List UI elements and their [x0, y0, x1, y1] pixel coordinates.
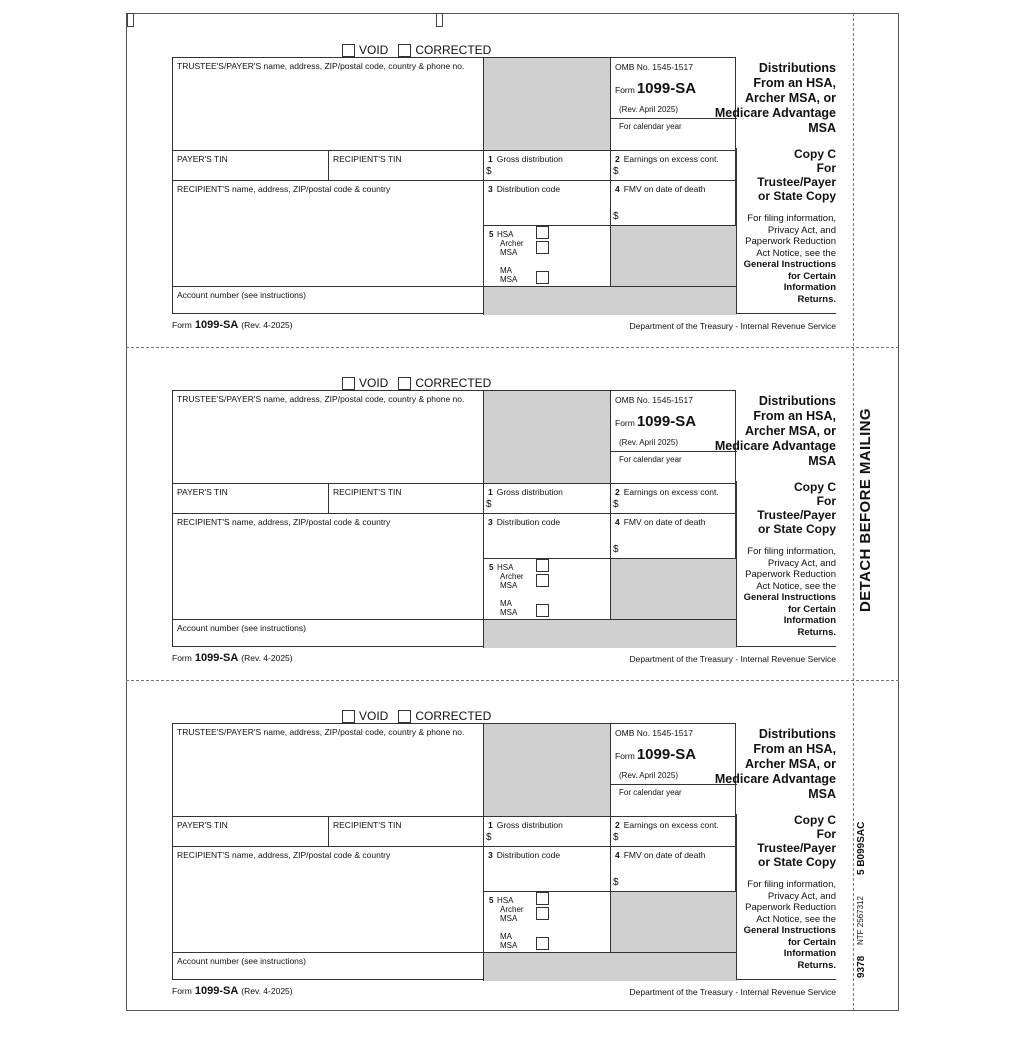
title-line-5: MSA [808, 454, 836, 468]
form-number: 1099-SA [636, 746, 697, 763]
footer-form-number: 1099-SA [194, 319, 239, 331]
shaded-box-bottom [483, 286, 737, 315]
box4-number: 4 [615, 184, 620, 194]
box2-label: Earnings on excess cont. [623, 154, 719, 164]
box2-label: Earnings on excess cont. [623, 487, 719, 497]
footer-department: Department of the Treasury - Internal Revenue Service [629, 654, 836, 664]
box3-distribution-code[interactable] [483, 180, 610, 225]
footer-rev: (Rev. 4-2025) [241, 653, 293, 663]
ma-label-2: MSA [500, 941, 518, 950]
archer-label-1: Archer [500, 905, 524, 914]
box2-number: 2 [615, 487, 620, 497]
corrected-checkbox[interactable] [398, 377, 411, 390]
account-label: Account number (see instructions) [177, 623, 306, 633]
copy-line-2: For [816, 827, 836, 841]
filing-line-4: Act Notice, see the [756, 913, 836, 925]
form-grid [172, 57, 736, 314]
payer-info-field[interactable] [173, 724, 483, 816]
box1-label: Gross distribution [496, 154, 563, 164]
filing-line-2: Privacy Act, and [767, 224, 836, 236]
recipient-tin-field[interactable] [328, 150, 483, 180]
void-label: VOID [359, 376, 389, 390]
corrected-checkbox[interactable] [398, 710, 411, 723]
copy-line-1: Copy C [794, 147, 836, 161]
form-number: 1099-SA [636, 80, 697, 97]
box4-label: FMV on date of death [623, 517, 706, 527]
form-title [700, 61, 836, 136]
omb-number: OMB No. 1545-1517 [615, 62, 693, 72]
box1-gross-distribution[interactable] [483, 150, 610, 180]
footer-form-id [172, 319, 293, 331]
account-label: Account number (see instructions) [177, 290, 306, 300]
box2-earnings-excess[interactable] [610, 483, 737, 513]
footer-form-word: Form [172, 320, 192, 330]
box3-label: Distribution code [496, 850, 561, 860]
payer-tin-label: PAYER'S TIN [177, 820, 228, 830]
copy-c-top [126, 43, 856, 376]
payer-info-field[interactable] [173, 58, 483, 150]
box2-number: 2 [615, 154, 620, 164]
account-label: Account number (see instructions) [177, 956, 306, 966]
box4-label: FMV on date of death [623, 850, 706, 860]
detach-before-mailing: DETACH BEFORE MAILING [857, 408, 874, 612]
copy-designation [739, 147, 836, 203]
filing-bold-3: Information [783, 282, 836, 293]
recipient-tin-label: RECIPIENT'S TIN [333, 154, 402, 164]
box2-label: Earnings on excess cont. [623, 820, 719, 830]
box5-account-type [483, 225, 610, 286]
omb-number: OMB No. 1545-1517 [615, 395, 693, 405]
filing-bold-1: General Instructions [743, 592, 836, 603]
recipient-info-field[interactable] [173, 513, 483, 619]
filing-bold-3: Information [783, 948, 836, 959]
shaded-box-middle [610, 225, 737, 286]
calendar-year-label: For calendar year [611, 118, 737, 134]
archer-label-2: MSA [500, 581, 518, 590]
copy-column-bottom [736, 313, 836, 314]
form-title [700, 727, 836, 802]
title-line-4: Medicare Advantage [714, 439, 836, 453]
copy-designation [739, 480, 836, 536]
filing-line-4: Act Notice, see the [756, 580, 836, 592]
hsa-label: HSA [497, 230, 514, 239]
box4-label: FMV on date of death [623, 184, 706, 194]
box3-number: 3 [488, 850, 493, 860]
box2-dollar: $ [613, 499, 619, 510]
filing-bold-1: General Instructions [743, 259, 836, 270]
box3-number: 3 [488, 184, 493, 194]
hsa-checkbox[interactable] [536, 892, 549, 905]
box3-distribution-code[interactable] [483, 846, 610, 891]
filing-bold-2: for Certain [787, 603, 836, 615]
void-corrected-row [342, 43, 501, 57]
filing-line-1: For filing information, [747, 546, 836, 557]
filing-bold-2: for Certain [787, 270, 836, 282]
title-line-3: Archer MSA, or [745, 424, 836, 438]
payer-tin-field[interactable] [173, 150, 328, 180]
shaded-box-bottom [483, 619, 737, 648]
copy-line-4: or State Copy [757, 189, 836, 203]
void-checkbox[interactable] [342, 44, 355, 57]
copy-line-4: or State Copy [757, 855, 836, 869]
box1-dollar: $ [486, 166, 492, 177]
shaded-box-top [483, 58, 610, 150]
void-checkbox[interactable] [342, 710, 355, 723]
filing-line-1: For filing information, [747, 213, 836, 224]
filing-bold-3: Information [783, 615, 836, 626]
shaded-box-top [483, 391, 610, 483]
recipient-label: RECIPIENT'S name, address, ZIP/postal code & country [177, 850, 391, 860]
revision: (Rev. April 2025) [619, 105, 678, 114]
filing-bold-4: Returns. [797, 959, 836, 971]
filing-info [736, 546, 836, 638]
recipient-tin-field[interactable] [328, 816, 483, 846]
title-line-1: Distributions [758, 61, 836, 75]
box5-number: 5 [489, 563, 494, 572]
hsa-label: HSA [497, 563, 514, 572]
box4-number: 4 [615, 517, 620, 527]
copy-line-3: Trustee/Payer [757, 508, 836, 522]
revision: (Rev. April 2025) [619, 438, 678, 447]
payer-label: TRUSTEE'S/PAYER'S name, address, ZIP/postal code, country & phone no. [177, 394, 465, 404]
recipient-tin-label: RECIPIENT'S TIN [333, 487, 402, 497]
archer-label-2: MSA [500, 914, 518, 923]
ma-label-1: MA [500, 932, 512, 941]
box4-dollar: $ [613, 211, 619, 222]
form-grid [172, 723, 736, 980]
copy-line-2: For [816, 494, 836, 508]
filing-line-2: Privacy Act, and [767, 557, 836, 569]
archer-label-2: MSA [500, 248, 518, 257]
account-number-field[interactable] [173, 286, 483, 315]
title-line-5: MSA [808, 787, 836, 801]
ma-label-1: MA [500, 266, 512, 275]
registration-mark-left [127, 13, 134, 27]
box2-earnings-excess[interactable] [610, 150, 737, 180]
box4-dollar: $ [613, 544, 619, 555]
filing-line-4: Act Notice, see the [756, 247, 836, 259]
box2-earnings-excess[interactable] [610, 816, 737, 846]
void-checkbox[interactable] [342, 377, 355, 390]
box1-dollar: $ [486, 832, 492, 843]
box4-dollar: $ [613, 877, 619, 888]
form-word: Form [615, 751, 635, 761]
payer-tin-label: PAYER'S TIN [177, 154, 228, 164]
title-line-2: From an HSA, [753, 742, 836, 756]
box2-dollar: $ [613, 166, 619, 177]
revision: (Rev. April 2025) [619, 771, 678, 780]
archer-msa-checkbox[interactable] [536, 574, 549, 587]
void-corrected-row [342, 709, 501, 723]
calendar-year-label: For calendar year [611, 784, 737, 800]
recipient-label: RECIPIENT'S name, address, ZIP/postal code & country [177, 517, 391, 527]
payer-label: TRUSTEE'S/PAYER'S name, address, ZIP/postal code, country & phone no. [177, 61, 465, 71]
filing-bold-4: Returns. [797, 626, 836, 638]
calendar-year-label: For calendar year [611, 451, 737, 467]
filing-line-2: Privacy Act, and [767, 890, 836, 902]
payer-tin-field[interactable] [173, 816, 328, 846]
copy-line-1: Copy C [794, 480, 836, 494]
recipient-info-field[interactable] [173, 846, 483, 952]
footer-form-number: 1099-SA [194, 652, 239, 664]
account-number-field[interactable] [173, 952, 483, 981]
account-number-field[interactable] [173, 619, 483, 648]
hsa-checkbox[interactable] [536, 559, 549, 572]
payer-tin-field[interactable] [173, 483, 328, 513]
ma-msa-checkbox[interactable] [536, 604, 549, 617]
form-word: Form [615, 418, 635, 428]
ma-label-1: MA [500, 599, 512, 608]
shaded-box-middle [610, 558, 737, 619]
hsa-checkbox[interactable] [536, 226, 549, 239]
archer-msa-checkbox[interactable] [536, 241, 549, 254]
copy-c-bottom [126, 709, 856, 1042]
box3-label: Distribution code [496, 184, 561, 194]
filing-line-3: Paperwork Reduction [745, 902, 836, 913]
box5-number: 5 [489, 230, 494, 239]
footer-form-word: Form [172, 986, 192, 996]
title-line-1: Distributions [758, 394, 836, 408]
payer-tin-label: PAYER'S TIN [177, 487, 228, 497]
box4-number: 4 [615, 850, 620, 860]
copy-c-middle [126, 376, 856, 709]
stock-code: 9378 [856, 955, 867, 978]
filing-line-1: For filing information, [747, 879, 836, 890]
copy-designation [739, 813, 836, 869]
shaded-box-top [483, 724, 610, 816]
footer-form-number: 1099-SA [194, 985, 239, 997]
recipient-tin-label: RECIPIENT'S TIN [333, 820, 402, 830]
title-line-2: From an HSA, [753, 409, 836, 423]
filing-info [736, 879, 836, 971]
footer-form-id [172, 985, 293, 997]
corrected-label: CORRECTED [415, 709, 492, 723]
recipient-info-field[interactable] [173, 180, 483, 286]
archer-label-1: Archer [500, 239, 524, 248]
shaded-box-bottom [483, 952, 737, 981]
box4-fmv-date-of-death[interactable] [610, 513, 737, 558]
form-code: 5 B099SAC [856, 821, 867, 875]
archer-label-1: Archer [500, 572, 524, 581]
title-line-4: Medicare Advantage [714, 106, 836, 120]
filing-bold-4: Returns. [797, 293, 836, 305]
box5-number: 5 [489, 896, 494, 905]
footer-department: Department of the Treasury - Internal Revenue Service [629, 987, 836, 997]
recipient-tin-field[interactable] [328, 483, 483, 513]
shaded-box-middle [610, 891, 737, 952]
void-corrected-row [342, 376, 501, 390]
void-label: VOID [359, 43, 389, 57]
copy-line-3: Trustee/Payer [757, 175, 836, 189]
footer-form-id [172, 652, 293, 664]
box4-fmv-date-of-death[interactable] [610, 846, 737, 891]
box5-account-type [483, 558, 610, 619]
copy-line-3: Trustee/Payer [757, 841, 836, 855]
filing-info [736, 213, 836, 305]
copy-line-4: or State Copy [757, 522, 836, 536]
box2-number: 2 [615, 820, 620, 830]
box1-label: Gross distribution [496, 487, 563, 497]
form-number: 1099-SA [636, 413, 697, 430]
title-line-2: From an HSA, [753, 76, 836, 90]
footer-department: Department of the Treasury - Internal Revenue Service [629, 321, 836, 331]
corrected-label: CORRECTED [415, 376, 492, 390]
registration-mark-center [436, 13, 443, 27]
box4-fmv-date-of-death[interactable] [610, 180, 737, 225]
title-line-5: MSA [808, 121, 836, 135]
box1-gross-distribution[interactable] [483, 483, 610, 513]
footer-rev: (Rev. 4-2025) [241, 986, 293, 996]
filing-line-3: Paperwork Reduction [745, 569, 836, 580]
box1-number: 1 [488, 487, 493, 497]
footer-rev: (Rev. 4-2025) [241, 320, 293, 330]
ma-msa-checkbox[interactable] [536, 271, 549, 284]
filing-line-3: Paperwork Reduction [745, 236, 836, 247]
copy-column-bottom [736, 979, 836, 980]
ma-msa-checkbox[interactable] [536, 937, 549, 950]
filing-bold-1: General Instructions [743, 925, 836, 936]
box3-number: 3 [488, 517, 493, 527]
box1-number: 1 [488, 820, 493, 830]
box1-dollar: $ [486, 499, 492, 510]
box3-label: Distribution code [496, 517, 561, 527]
payer-info-field[interactable] [173, 391, 483, 483]
title-line-1: Distributions [758, 727, 836, 741]
copy-line-2: For [816, 161, 836, 175]
recipient-label: RECIPIENT'S name, address, ZIP/postal code & country [177, 184, 391, 194]
title-line-3: Archer MSA, or [745, 91, 836, 105]
form-title [700, 394, 836, 469]
hsa-label: HSA [497, 896, 514, 905]
box1-label: Gross distribution [496, 820, 563, 830]
archer-msa-checkbox[interactable] [536, 907, 549, 920]
void-label: VOID [359, 709, 389, 723]
form-word: Form [615, 85, 635, 95]
box3-distribution-code[interactable] [483, 513, 610, 558]
payer-label: TRUSTEE'S/PAYER'S name, address, ZIP/postal code, country & phone no. [177, 727, 465, 737]
ntf-code: NTF 2567312 [856, 896, 865, 945]
title-line-4: Medicare Advantage [714, 772, 836, 786]
box5-account-type [483, 891, 610, 952]
box1-number: 1 [488, 154, 493, 164]
footer-form-word: Form [172, 653, 192, 663]
box1-gross-distribution[interactable] [483, 816, 610, 846]
title-line-3: Archer MSA, or [745, 757, 836, 771]
omb-number: OMB No. 1545-1517 [615, 728, 693, 738]
ma-label-2: MSA [500, 608, 518, 617]
box2-dollar: $ [613, 832, 619, 843]
corrected-checkbox[interactable] [398, 44, 411, 57]
ma-label-2: MSA [500, 275, 518, 284]
copy-line-1: Copy C [794, 813, 836, 827]
corrected-label: CORRECTED [415, 43, 492, 57]
copy-column-bottom [736, 646, 836, 647]
filing-bold-2: for Certain [787, 936, 836, 948]
form-grid [172, 390, 736, 647]
